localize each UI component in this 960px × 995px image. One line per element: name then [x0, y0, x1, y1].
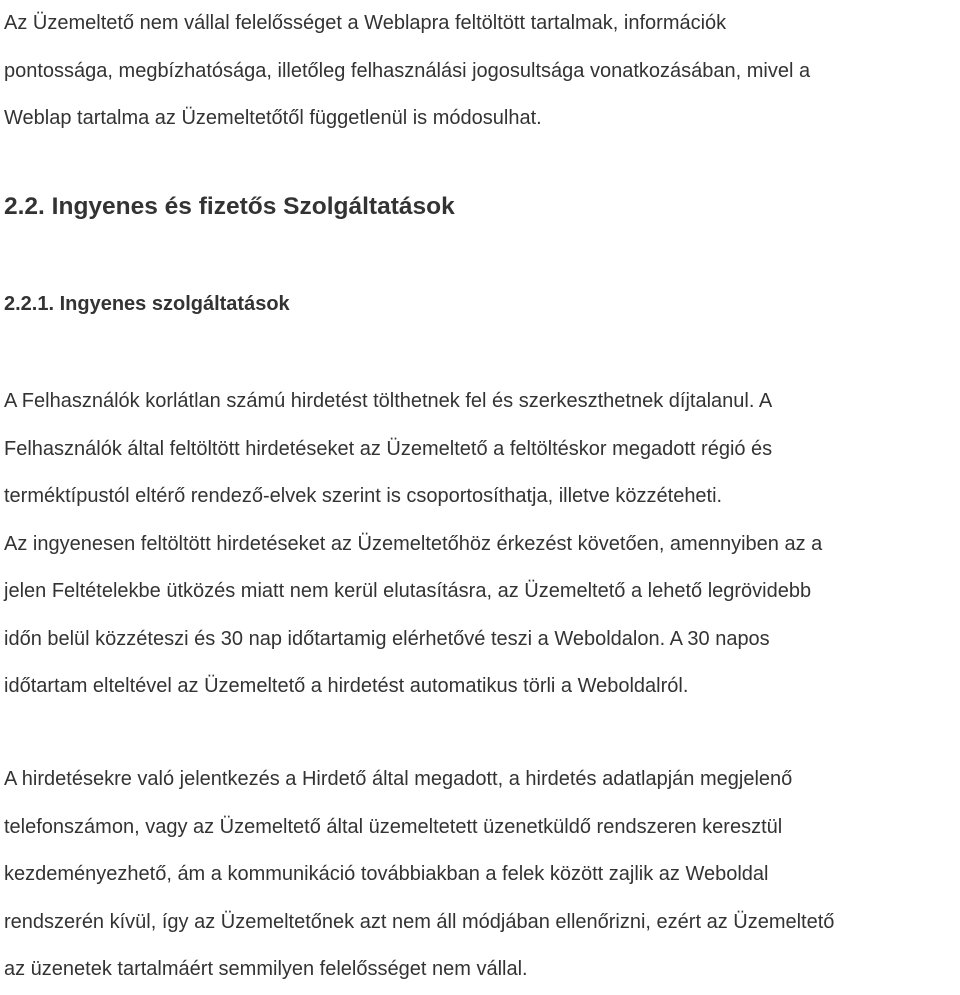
text-line: A Felhasználók korlátlan számú hirdetést tölthetnek fel és szerkeszthetnek díjtalanul. A [4, 390, 773, 412]
text-line: az üzenetek tartalmáért semmilyen felelősséget nem vállal. [4, 958, 528, 980]
text-line: pontossága, megbízhatósága, illetőleg felhasználási jogosultsága vonatkozásában, mivel a [4, 59, 811, 82]
section-heading: 2.2. Ingyenes és fizetős Szolgáltatások [4, 193, 455, 220]
contact-responsibility-paragraph [4, 756, 834, 994]
subsection-heading: 2.2.1. Ingyenes szolgáltatások [4, 293, 290, 315]
text-line: telefonszámon, vagy az Üzemeltető által üzemeltetett üzenetküldő rendszeren keresztül [4, 815, 783, 838]
text-line: Felhasználók által feltöltött hirdetéseket az Üzemeltető a feltöltéskor megadott régió és [4, 437, 773, 460]
text-line: Az Üzemeltető nem vállal felelősséget a Weblapra feltöltött tartalmak, információk [4, 12, 727, 34]
text-line: jelen Feltételekbe ütközés miatt nem kerül elutasításra, az Üzemeltető a lehető legrövidebb [4, 580, 812, 602]
text-line: időtartam elteltével az Üzemeltető a hirdetést automatikus törli a Weboldalról. [4, 675, 689, 697]
text-line: Az ingyenesen feltöltött hirdetéseket az Üzemeltetőhöz érkezést követően, amennyiben az a [4, 532, 823, 555]
text-line: kezdeményezhető, ám a kommunikáció továbbiakban a felek között zajlik az Weboldal [4, 863, 769, 885]
free-services-paragraph [4, 378, 822, 711]
intro-paragraph [4, 0, 810, 143]
text-line: terméktípustól eltérő rendező-elvek szerint is csoportosíthatja, illetve közzéteheti. [4, 485, 723, 507]
text-line: időn belül közzéteszi és 30 nap időtartamig elérhetővé teszi a Weboldalon. A 30 napos [4, 627, 770, 650]
text-line: Weblap tartalma az Üzemeltetőtől függetlenül is módosulhat. [4, 107, 542, 129]
text-line: rendszerén kívül, így az Üzemeltetőnek azt nem áll módjában ellenőrizni, ezért az Üzemeltető [4, 910, 835, 933]
text-line: A hirdetésekre való jelentkezés a Hirdető által megadott, a hirdetés adatlapján megjelenő [4, 768, 793, 790]
